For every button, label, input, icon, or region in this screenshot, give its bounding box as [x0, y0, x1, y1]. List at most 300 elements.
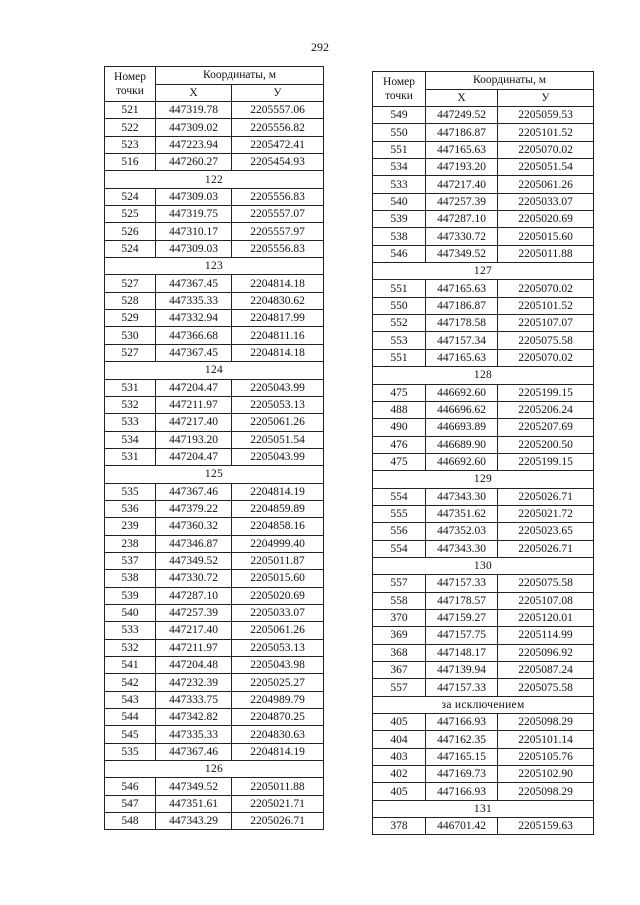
y-coordinate-cell: 2205011.88 [498, 245, 594, 262]
x-coordinate-cell: 447309.03 [156, 240, 232, 257]
y-coordinate-cell: 2205556.83 [232, 240, 324, 257]
point-number-cell: 547 [105, 795, 156, 812]
y-coordinate-cell: 2205026.71 [498, 488, 594, 505]
point-number-cell: 405 [373, 783, 426, 800]
point-number-cell: 525 [105, 206, 156, 223]
x-coordinate-cell: 447232.39 [156, 674, 232, 691]
y-coordinate-cell: 2205011.88 [232, 778, 324, 795]
x-coordinate-cell: 447330.72 [156, 570, 232, 587]
point-number-header-line2: точки [116, 85, 144, 97]
y-coordinate-cell: 2205200.50 [498, 436, 594, 453]
y-coordinate-cell: 2205070.02 [498, 349, 594, 366]
x-coordinate-cell: 447309.02 [156, 119, 232, 136]
table-row [373, 401, 594, 418]
x-coordinate-cell: 447343.29 [156, 813, 232, 830]
y-coordinate-cell: 2205096.92 [498, 644, 594, 661]
table-row [105, 344, 324, 361]
y-coordinate-cell: 2205454.93 [232, 154, 324, 171]
point-number-cell: 532 [105, 639, 156, 656]
x-coordinate-cell: 447367.46 [156, 743, 232, 760]
point-number-cell: 542 [105, 674, 156, 691]
point-number-cell: 551 [373, 349, 426, 366]
point-number-cell: 546 [373, 245, 426, 262]
y-coordinate-cell: 2205101.52 [498, 124, 594, 141]
y-coordinate-cell: 2204811.16 [232, 327, 324, 344]
y-coordinate-cell: 2205557.97 [232, 223, 324, 240]
point-number-cell: 238 [105, 535, 156, 552]
table-row [373, 436, 594, 453]
contour-group-row [373, 557, 594, 574]
contour-label: 125 [105, 466, 324, 483]
table-row [373, 453, 594, 470]
table-row [373, 349, 594, 366]
y-coordinate-cell: 2205199.15 [498, 384, 594, 401]
y-coordinate-cell: 2205101.14 [498, 731, 594, 748]
table-row [373, 783, 594, 800]
y-coordinate-cell: 2205472.41 [232, 136, 324, 153]
table-row [373, 384, 594, 401]
point-number-cell: 527 [105, 344, 156, 361]
y-coordinate-cell: 2204814.18 [232, 275, 324, 292]
x-coordinate-cell: 447335.33 [156, 292, 232, 309]
x-coordinate-cell: 446689.90 [426, 436, 498, 453]
y-coordinate-cell: 2205557.07 [232, 206, 324, 223]
x-coordinate-cell: 447157.33 [426, 575, 498, 592]
point-number-cell: 556 [373, 523, 426, 540]
point-number-cell: 550 [373, 124, 426, 141]
x-coordinate-cell: 447351.61 [156, 795, 232, 812]
point-number-cell: 540 [373, 193, 426, 210]
contour-label: 123 [105, 258, 324, 275]
table-row [105, 813, 324, 830]
point-number-cell: 524 [105, 188, 156, 205]
x-coordinate-cell: 446692.60 [426, 384, 498, 401]
y-coordinate-cell: 2205021.71 [232, 795, 324, 812]
x-coordinate-cell: 447352.03 [426, 523, 498, 540]
y-coordinate-cell: 2204870.25 [232, 709, 324, 726]
x-coordinate-cell: 447342.82 [156, 709, 232, 726]
x-coordinate-cell: 447343.30 [426, 488, 498, 505]
x-coordinate-cell: 447335.33 [156, 726, 232, 743]
x-coordinate-cell: 447333.75 [156, 691, 232, 708]
x-coordinate-cell: 447211.97 [156, 639, 232, 656]
point-number-cell: 538 [105, 570, 156, 587]
table-row [373, 141, 594, 158]
table-row [373, 228, 594, 245]
point-number-cell: 531 [105, 448, 156, 465]
x-coordinate-cell: 446701.42 [426, 818, 498, 835]
table-row [373, 505, 594, 522]
point-number-cell: 546 [105, 778, 156, 795]
y-coordinate-cell: 2205043.99 [232, 448, 324, 465]
table-row [105, 709, 324, 726]
table-row [105, 223, 324, 240]
table-row [105, 604, 324, 621]
y-coordinate-cell: 2205020.69 [498, 211, 594, 228]
y-coordinate-cell: 2205556.83 [232, 188, 324, 205]
contour-group-row [373, 800, 594, 817]
contour-label: за исключением [373, 696, 594, 713]
y-coordinate-cell: 2205023.65 [498, 523, 594, 540]
table-row [105, 206, 324, 223]
y-coordinate-cell: 2205011.87 [232, 552, 324, 569]
table-row [105, 188, 324, 205]
x-coordinate-cell: 447260.27 [156, 154, 232, 171]
x-coordinate-cell: 447178.57 [426, 592, 498, 609]
table-row [105, 102, 324, 119]
table-row [373, 332, 594, 349]
y-coordinate-cell: 2205020.69 [232, 587, 324, 604]
point-number-cell: 476 [373, 436, 426, 453]
point-number-cell: 534 [105, 431, 156, 448]
x-coordinate-cell: 447165.15 [426, 748, 498, 765]
coordinates-header: Координаты, м [156, 67, 324, 85]
point-number-cell: 475 [373, 453, 426, 470]
point-number-cell: 540 [105, 604, 156, 621]
point-number-cell: 558 [373, 592, 426, 609]
x-coordinate-cell: 447351.62 [426, 505, 498, 522]
x-coordinate-cell: 447249.52 [426, 107, 498, 124]
y-coordinate-cell: 2204858.16 [232, 518, 324, 535]
y-coordinate-cell: 2205101.52 [498, 297, 594, 314]
y-coordinate-cell: 2205033.07 [498, 193, 594, 210]
table-row [373, 193, 594, 210]
point-number-header [105, 67, 156, 102]
point-number-cell: 544 [105, 709, 156, 726]
y-coordinate-cell: 2204859.89 [232, 500, 324, 517]
table-row [105, 552, 324, 569]
table-row [105, 275, 324, 292]
point-number-cell: 526 [105, 223, 156, 240]
y-coordinate-cell: 2205075.58 [498, 679, 594, 696]
table-row [373, 766, 594, 783]
y-coordinate-cell: 2205557.06 [232, 102, 324, 119]
y-coordinate-cell: 2205114.99 [498, 627, 594, 644]
y-column-header: У [232, 84, 324, 102]
x-coordinate-cell: 447186.87 [426, 297, 498, 314]
x-coordinate-cell: 447148.17 [426, 644, 498, 661]
point-number-cell: 368 [373, 644, 426, 661]
point-number-cell: 543 [105, 691, 156, 708]
y-coordinate-cell: 2205061.26 [498, 176, 594, 193]
x-coordinate-cell: 447367.45 [156, 275, 232, 292]
y-coordinate-cell: 2205051.54 [498, 159, 594, 176]
point-number-cell: 552 [373, 315, 426, 332]
table-row [105, 587, 324, 604]
y-coordinate-cell: 2204830.62 [232, 292, 324, 309]
point-number-header-line2: точки [385, 90, 413, 102]
y-coordinate-cell: 2205015.60 [498, 228, 594, 245]
point-number-cell: 537 [105, 552, 156, 569]
point-number-cell: 548 [105, 813, 156, 830]
coordinates-table-right [372, 71, 594, 835]
y-coordinate-cell: 2205043.98 [232, 657, 324, 674]
x-coordinate-cell: 447319.75 [156, 206, 232, 223]
y-coordinate-cell: 2205087.24 [498, 662, 594, 679]
table-row [373, 176, 594, 193]
point-number-cell: 369 [373, 627, 426, 644]
x-coordinate-cell: 447204.47 [156, 448, 232, 465]
x-coordinate-cell: 447257.39 [426, 193, 498, 210]
contour-label: 124 [105, 362, 324, 379]
contour-label: 122 [105, 171, 324, 188]
x-coordinate-cell: 447157.34 [426, 332, 498, 349]
contour-label: 128 [373, 367, 594, 384]
x-coordinate-cell: 447193.20 [426, 159, 498, 176]
point-number-cell: 557 [373, 575, 426, 592]
y-coordinate-cell: 2204989.79 [232, 691, 324, 708]
y-coordinate-cell: 2205556.82 [232, 119, 324, 136]
x-coordinate-cell: 447366.68 [156, 327, 232, 344]
table-row [373, 124, 594, 141]
table-row [373, 627, 594, 644]
point-number-cell: 532 [105, 396, 156, 413]
table-row [105, 448, 324, 465]
contour-label: 130 [373, 557, 594, 574]
table-row [105, 500, 324, 517]
y-coordinate-cell: 2205059.53 [498, 107, 594, 124]
contour-group-row [105, 761, 324, 778]
x-coordinate-cell: 447310.17 [156, 223, 232, 240]
table-row [373, 488, 594, 505]
x-coordinate-cell: 447319.78 [156, 102, 232, 119]
x-coordinate-cell: 447166.93 [426, 714, 498, 731]
point-number-cell: 475 [373, 384, 426, 401]
coordinates-header: Координаты, м [426, 72, 594, 90]
x-coordinate-cell: 447287.10 [156, 587, 232, 604]
table-row [105, 240, 324, 257]
y-coordinate-cell: 2205070.02 [498, 280, 594, 297]
y-coordinate-cell: 2205026.71 [498, 540, 594, 557]
y-coordinate-cell: 2205026.71 [232, 813, 324, 830]
x-coordinate-cell: 447165.63 [426, 280, 498, 297]
point-number-cell: 531 [105, 379, 156, 396]
x-coordinate-cell: 447349.52 [156, 552, 232, 569]
x-coordinate-cell: 447332.94 [156, 310, 232, 327]
point-number-cell: 522 [105, 119, 156, 136]
x-coordinate-cell: 447165.63 [426, 141, 498, 158]
y-coordinate-cell: 2205206.24 [498, 401, 594, 418]
point-number-cell: 239 [105, 518, 156, 535]
x-coordinate-cell: 447162.35 [426, 731, 498, 748]
point-number-cell: 516 [105, 154, 156, 171]
y-coordinate-cell: 2205120.01 [498, 609, 594, 626]
point-number-cell: 549 [373, 107, 426, 124]
table-row [373, 662, 594, 679]
point-number-cell: 403 [373, 748, 426, 765]
table-row [373, 315, 594, 332]
point-number-cell: 521 [105, 102, 156, 119]
point-number-cell: 545 [105, 726, 156, 743]
x-coordinate-cell: 447217.40 [156, 622, 232, 639]
y-coordinate-cell: 2205025.27 [232, 674, 324, 691]
table-row [373, 419, 594, 436]
table-row [105, 483, 324, 500]
table-row [105, 292, 324, 309]
point-number-cell: 533 [105, 622, 156, 639]
y-coordinate-cell: 2205107.07 [498, 315, 594, 332]
point-number-cell: 557 [373, 679, 426, 696]
x-coordinate-cell: 447346.87 [156, 535, 232, 552]
coordinates-table-left [104, 66, 324, 830]
y-coordinate-cell: 2205051.54 [232, 431, 324, 448]
y-coordinate-cell: 2205102.90 [498, 766, 594, 783]
coordinates-table-body [105, 102, 324, 830]
y-coordinate-cell: 2204999.40 [232, 535, 324, 552]
x-coordinate-cell: 447360.32 [156, 518, 232, 535]
x-coordinate-cell: 447204.48 [156, 657, 232, 674]
y-coordinate-cell: 2205015.60 [232, 570, 324, 587]
y-coordinate-cell: 2205075.58 [498, 575, 594, 592]
table-row [105, 119, 324, 136]
x-coordinate-cell: 447217.40 [426, 176, 498, 193]
table-row [105, 136, 324, 153]
table-row [105, 639, 324, 656]
table-row [373, 575, 594, 592]
point-number-cell: 554 [373, 488, 426, 505]
table-row [373, 818, 594, 835]
point-number-cell: 554 [373, 540, 426, 557]
table-row [373, 280, 594, 297]
contour-group-row [373, 696, 594, 713]
table-row [373, 159, 594, 176]
table-row [373, 748, 594, 765]
contour-group-row [105, 258, 324, 275]
y-coordinate-cell: 2205098.29 [498, 714, 594, 731]
contour-group-row [373, 471, 594, 488]
x-coordinate-cell: 447157.33 [426, 679, 498, 696]
table-row [105, 310, 324, 327]
x-coordinate-cell: 447367.45 [156, 344, 232, 361]
x-column-header: X [156, 84, 232, 102]
point-number-cell: 551 [373, 280, 426, 297]
page-number: 292 [311, 40, 329, 54]
table-row [105, 743, 324, 760]
point-number-cell: 534 [373, 159, 426, 176]
table-row [373, 107, 594, 124]
x-coordinate-cell: 447330.72 [426, 228, 498, 245]
x-coordinate-cell: 447159.27 [426, 609, 498, 626]
point-number-header-line1: Номер [114, 71, 146, 83]
y-coordinate-cell: 2205033.07 [232, 604, 324, 621]
contour-group-row [105, 362, 324, 379]
table-row [105, 622, 324, 639]
contour-label: 126 [105, 761, 324, 778]
table-row [105, 379, 324, 396]
point-number-cell: 528 [105, 292, 156, 309]
x-coordinate-cell: 447223.94 [156, 136, 232, 153]
point-number-cell: 402 [373, 766, 426, 783]
point-number-cell: 370 [373, 609, 426, 626]
y-coordinate-cell: 2205061.26 [232, 414, 324, 431]
contour-group-row [105, 466, 324, 483]
x-coordinate-cell: 446692.60 [426, 453, 498, 470]
table-row [373, 644, 594, 661]
x-coordinate-cell: 447169.73 [426, 766, 498, 783]
contour-label: 127 [373, 263, 594, 280]
y-coordinate-cell: 2205061.26 [232, 622, 324, 639]
contour-label: 131 [373, 800, 594, 817]
point-number-cell: 541 [105, 657, 156, 674]
x-coordinate-cell: 447379.22 [156, 500, 232, 517]
y-coordinate-cell: 2205199.15 [498, 453, 594, 470]
table-row [373, 211, 594, 228]
y-coordinate-cell: 2205098.29 [498, 783, 594, 800]
x-coordinate-cell: 447178.58 [426, 315, 498, 332]
point-number-cell: 539 [105, 587, 156, 604]
y-coordinate-cell: 2205207.69 [498, 419, 594, 436]
x-coordinate-cell: 447165.63 [426, 349, 498, 366]
table-row [373, 679, 594, 696]
point-number-cell: 490 [373, 419, 426, 436]
point-number-cell: 539 [373, 211, 426, 228]
y-coordinate-cell: 2205053.13 [232, 639, 324, 656]
point-number-cell: 536 [105, 500, 156, 517]
point-number-cell: 555 [373, 505, 426, 522]
table-row [105, 795, 324, 812]
table-row [373, 540, 594, 557]
x-coordinate-cell: 447217.40 [156, 414, 232, 431]
x-coordinate-cell: 447343.30 [426, 540, 498, 557]
x-coordinate-cell: 447287.10 [426, 211, 498, 228]
table-row [105, 431, 324, 448]
table-row [373, 609, 594, 626]
table-row [105, 154, 324, 171]
table-row [105, 657, 324, 674]
point-number-cell: 404 [373, 731, 426, 748]
x-coordinate-cell: 447309.03 [156, 188, 232, 205]
point-number-cell: 488 [373, 401, 426, 418]
x-coordinate-cell: 446693.89 [426, 419, 498, 436]
y-coordinate-cell: 2205075.58 [498, 332, 594, 349]
table-row [105, 327, 324, 344]
y-coordinate-cell: 2205053.13 [232, 396, 324, 413]
table-row [373, 245, 594, 262]
point-number-cell: 530 [105, 327, 156, 344]
x-coordinate-cell: 447367.46 [156, 483, 232, 500]
y-column-header: У [498, 89, 594, 107]
table-row [105, 518, 324, 535]
table-row [373, 592, 594, 609]
y-coordinate-cell: 2205043.99 [232, 379, 324, 396]
x-coordinate-cell: 446696.62 [426, 401, 498, 418]
x-coordinate-cell: 447193.20 [156, 431, 232, 448]
y-coordinate-cell: 2205021.72 [498, 505, 594, 522]
y-coordinate-cell: 2204814.19 [232, 483, 324, 500]
contour-label: 129 [373, 471, 594, 488]
contour-group-row [373, 263, 594, 280]
x-coordinate-cell: 447349.52 [156, 778, 232, 795]
x-coordinate-cell: 447186.87 [426, 124, 498, 141]
coordinates-table-body [373, 107, 594, 835]
table-row [105, 570, 324, 587]
point-number-cell: 378 [373, 818, 426, 835]
x-coordinate-cell: 447166.93 [426, 783, 498, 800]
contour-group-row [105, 171, 324, 188]
x-coordinate-cell: 447257.39 [156, 604, 232, 621]
y-coordinate-cell: 2205070.02 [498, 141, 594, 158]
point-number-cell: 527 [105, 275, 156, 292]
point-number-cell: 551 [373, 141, 426, 158]
point-number-cell: 529 [105, 310, 156, 327]
table-row [105, 674, 324, 691]
y-coordinate-cell: 2205105.76 [498, 748, 594, 765]
x-coordinate-cell: 447157.75 [426, 627, 498, 644]
point-number-cell: 550 [373, 297, 426, 314]
y-coordinate-cell: 2205159.63 [498, 818, 594, 835]
point-number-header [373, 72, 426, 107]
point-number-cell: 524 [105, 240, 156, 257]
